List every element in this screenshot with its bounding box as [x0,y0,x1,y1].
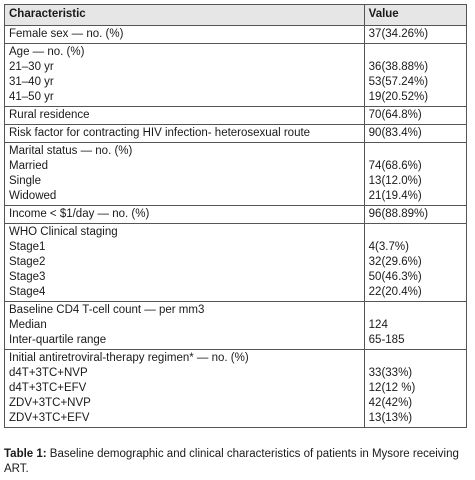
row-label: Stage1 [9,241,46,253]
table-row [5,224,467,302]
table-row [5,26,467,44]
row-value: 50(46.3%) [368,271,422,283]
row-value: 4(3.7%) [368,241,409,253]
row-value: 21(19.4%) [368,190,422,202]
value-cell [364,107,466,125]
row-value: 42(42%) [368,397,413,409]
table-body [5,26,467,428]
value-column-header: Value [364,5,466,26]
row-value: 74(68.6%) [368,160,422,172]
table-caption [4,447,469,477]
row-label: Inter-quartile range [9,334,107,346]
row-label: Median [9,319,47,331]
row-value: 96(88.89%) [368,208,429,220]
table-row [5,206,467,224]
row-value: 124 [368,319,388,331]
table-row [5,107,467,125]
row-label: Widowed [9,190,57,202]
row-label: Income < $1/day — no. (%) [9,208,150,220]
row-label: Married [9,160,48,172]
characteristic-cell [5,143,365,206]
row-label: Stage2 [9,256,46,268]
characteristic-cell [5,206,365,224]
value-cell [364,206,466,224]
table-row [5,125,467,143]
characteristic-cell [5,26,365,44]
table-header-row [5,5,467,26]
row-value: 19(20.52%) [368,91,429,103]
row-label: ZDV+3TC+EFV [9,412,90,424]
section-heading: Age — no. (%) [9,46,85,58]
value-spacer [369,351,463,366]
value-spacer [369,144,463,159]
value-cell [364,143,466,206]
row-label: d4T+3TC+EFV [9,382,87,394]
row-value: 53(57.24%) [368,76,429,88]
row-label: d4T+3TC+NVP [9,367,88,379]
characteristic-column-header: Characteristic [5,5,365,26]
value-spacer [369,45,463,60]
row-label: Stage3 [9,271,46,283]
row-label: Stage4 [9,286,46,298]
value-cell [364,350,466,428]
row-value: 13(12.0%) [368,175,422,187]
table-row [5,143,467,206]
row-label: 41–50 yr [9,91,54,103]
section-heading: Baseline CD4 T-cell count — per mm3 [9,304,205,316]
row-value: 90(83.4%) [368,127,422,139]
value-cell [364,44,466,107]
row-value: 12(12 %) [368,382,416,394]
baseline-characteristics-table [4,4,467,428]
table-row [5,350,467,428]
row-value: 33(33%) [368,367,413,379]
caption-label: Table 1: [4,448,47,460]
row-label: Risk factor for contracting HIV infection- heterosexual route [9,127,311,139]
row-value: 65-185 [368,334,405,346]
value-cell [364,302,466,350]
characteristic-cell [5,44,365,107]
section-heading: WHO Clinical staging [9,226,118,238]
value-cell [364,224,466,302]
table-row [5,302,467,350]
row-label: 21–30 yr [9,61,54,73]
row-value: 37(34.26%) [368,28,429,40]
row-label: Single [9,175,41,187]
characteristic-cell [5,125,365,143]
characteristic-cell [5,107,365,125]
row-label: ZDV+3TC+NVP [9,397,91,409]
value-spacer [369,303,463,318]
characteristic-cell [5,302,365,350]
characteristic-cell [5,224,365,302]
row-value: 32(29.6%) [368,256,422,268]
characteristic-cell [5,350,365,428]
row-value: 70(64.8%) [368,109,422,121]
row-label: 31–40 yr [9,76,54,88]
section-heading: Initial antiretroviral-therapy regimen* — no. (%) [9,352,249,364]
caption-text: Baseline demographic and clinical characteristics of patients in Mysore receiving ART. [4,448,459,475]
row-value: 13(13%) [368,412,413,424]
value-cell [364,125,466,143]
row-label: Rural residence [9,109,90,121]
row-value: 22(20.4%) [368,286,422,298]
value-cell [364,26,466,44]
value-spacer [369,225,463,240]
section-heading: Marital status — no. (%) [9,145,133,157]
row-value: 36(38.88%) [368,61,429,73]
row-label: Female sex — no. (%) [9,28,124,40]
table-row [5,44,467,107]
